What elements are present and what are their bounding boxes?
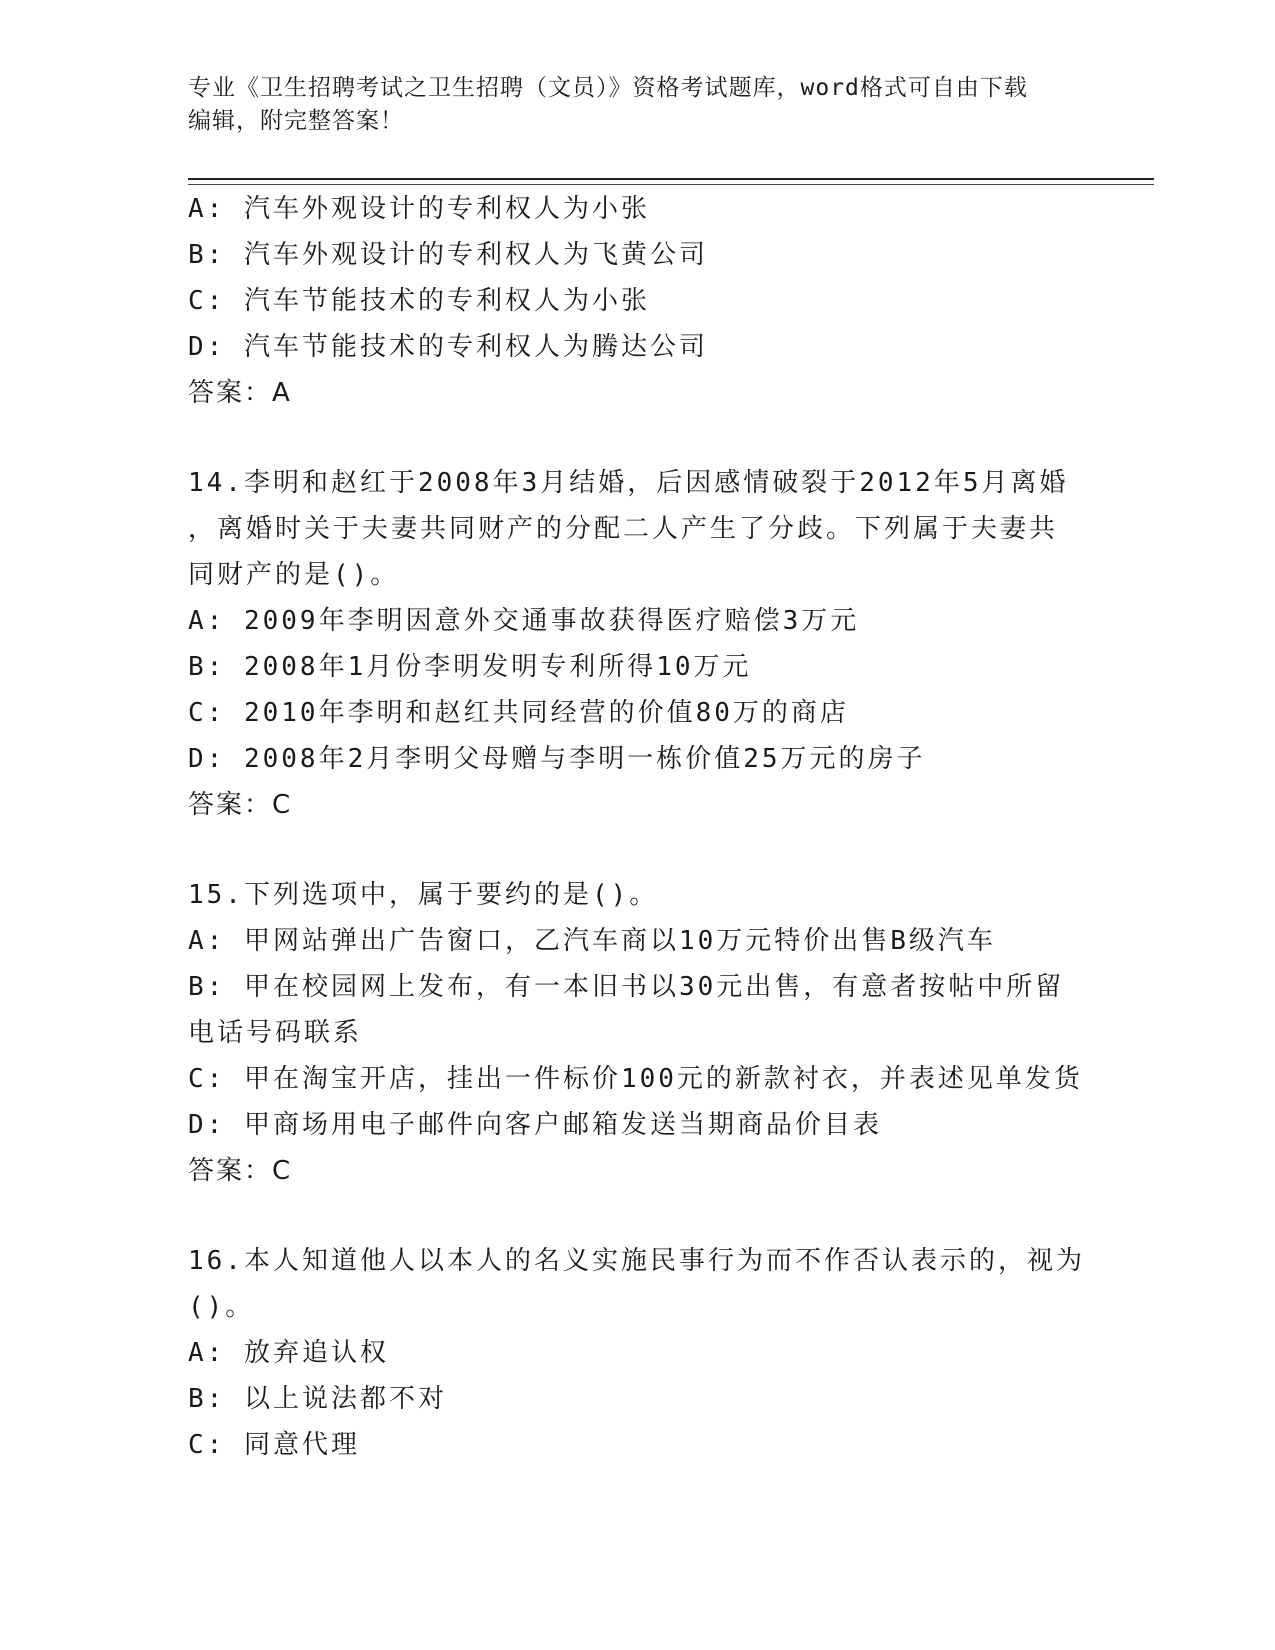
option-b-continued: 电话号码联系 [188,1018,363,1048]
question-15 [188,872,1088,1194]
header-rule-thick [188,178,1154,180]
question-stem-line: 14.李明和赵红于2008年3月结婚，后因感情破裂于2012年5月离婚 [188,468,1069,498]
option-c: C: 甲在淘宝开店，挂出一件标价100元的新款衬衣，并表述见单发货 [188,1064,1083,1094]
spacer [188,1194,1088,1238]
answer-line: 答案：A [188,378,292,408]
question-14 [188,460,1088,828]
header-line-1: 专业《卫生招聘考试之卫生招聘（文员）》资格考试题库，word格式可自由下载 [188,75,1028,101]
option-b: B: 汽车外观设计的专利权人为飞黄公司 [188,240,708,270]
page-header [188,72,1088,138]
option-d: D: 汽车节能技术的专利权人为腾达公司 [188,332,708,362]
spacer [188,416,1088,460]
header-rule-thin [188,184,1154,185]
question-stem-line: 15.下列选项中，属于要约的是()。 [188,880,659,910]
option-a: A: 甲网站弹出广告窗口，乙汽车商以10万元特价出售B级汽车 [188,926,996,956]
option-b: B: 以上说法都不对 [188,1384,447,1414]
question-stem-line: 16.本人知道他人以本人的名义实施民事行为而不作否认表示的，视为 [188,1246,1085,1276]
option-a: A: 汽车外观设计的专利权人为小张 [188,194,650,224]
option-a: A: 2009年李明因意外交通事故获得医疗赔偿3万元 [188,606,860,636]
question-stem-line: 同财产的是()。 [188,560,400,590]
option-c: C: 汽车节能技术的专利权人为小张 [188,286,650,316]
question-16 [188,1238,1088,1468]
spacer [188,828,1088,872]
question-13 [188,186,1088,416]
option-b: B: 2008年1月份李明发明专利所得10万元 [188,652,752,682]
answer-line: 答案：C [188,790,293,820]
header-line-2: 编辑，附完整答案！ [188,108,404,134]
option-c: C: 2010年李明和赵红共同经营的价值80万的商店 [188,698,849,728]
option-a: A: 放弃追认权 [188,1338,389,1368]
option-d: D: 甲商场用电子邮件向客户邮箱发送当期商品价目表 [188,1110,882,1140]
option-d: D: 2008年2月李明父母赠与李明一栋价值25万元的房子 [188,744,926,774]
question-stem-line: ，离婚时关于夫妻共同财产的分配二人产生了分歧。下列属于夫妻共 [188,514,1059,544]
option-b: B: 甲在校园网上发布，有一本旧书以30元出售，有意者按帖中所留 [188,972,1065,1002]
question-list [188,186,1088,1468]
answer-line: 答案：C [188,1156,293,1186]
option-c: C: 同意代理 [188,1430,360,1460]
question-stem-line: ()。 [188,1292,255,1322]
